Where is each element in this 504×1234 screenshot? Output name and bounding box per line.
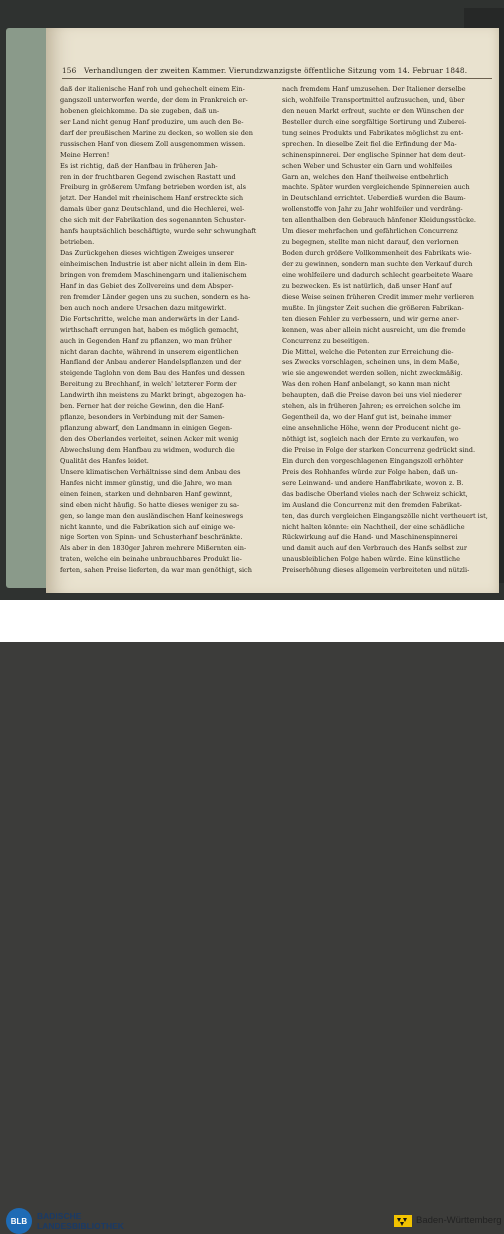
blb-logo-icon[interactable]: BLB <box>6 1208 32 1234</box>
header-rule <box>62 78 492 79</box>
text-line: einen feinen, starken und dehnbaren Hanf gewinnt, <box>60 489 233 498</box>
text-line: diese Weise seinen früheren Credit immer mehr verlieren <box>282 292 474 301</box>
text-line: der zu gewinnen, sondern man suchte den Verkauf durch <box>282 260 473 268</box>
text-line: nicht halten könnte: ein Nachtheil, der eine schädliche <box>282 522 465 531</box>
text-line: ten allenthalben den Gebrauch hänfener Kleidungsstücke. <box>282 216 476 225</box>
text-line: unausbleiblichen Folge haben würde. Eine künstliche <box>282 555 461 564</box>
text-line: ten, das durch vergleichen Eingangszölle nicht vertheuert ist, <box>282 511 488 520</box>
text-line: nicht daran dachte, während in unserem eigentlichen <box>60 347 239 356</box>
text-line: Abwechslung dem Hanfbau zu widmen, wodurch die <box>60 445 235 454</box>
text-line: eine ansehnliche Höhe, wenn der Producent nicht ge- <box>282 424 461 433</box>
text-line: den neuen Markt erfreut, suchte er den Wünschen der <box>282 106 464 115</box>
text-line: Rückwirkung auf die Hand- und Maschinenspinnerei <box>282 533 458 542</box>
bw-crest-icon <box>394 1213 412 1229</box>
text-line: in Deutschland errichtet. Ueberdieß wurden die Baum- <box>282 194 466 203</box>
text-line: machte. Später wurden vergleichende Spinnereien auch <box>282 183 470 192</box>
text-line: jetzt. Der Handel mit rheinischem Hanf erstreckte sich <box>60 194 244 203</box>
text-line: Hanf in das Gebiet des Zollvereins und dem Absper- <box>60 281 234 290</box>
text-line: Als aber in den 1830ger Jahren mehrere Mißernten ein- <box>60 544 247 553</box>
text-line: Qualität des Hanfes leidet. <box>60 456 149 465</box>
bw-label[interactable]: Baden-Württemberg <box>416 1215 502 1226</box>
text-line: kennen, was aber allein nicht ausreicht, um die fremde <box>282 325 466 334</box>
text-line: stehen, als in früheren Jahren; es erreichen solche im <box>282 402 461 411</box>
text-line: betrieben. <box>60 238 95 247</box>
text-line: ren in der fruchtbaren Gegend zwischen Rastatt und <box>60 172 236 181</box>
text-line: Hanfland der Anbau anderer Handelspflanzen und der <box>60 358 242 367</box>
text-line: Garn an, welches den Hanf theilweise entbehrlich <box>282 172 449 181</box>
text-line: gangszoll unterworfen werde, der dem in Frankreich er- <box>60 95 248 104</box>
left-text-column <box>60 84 268 576</box>
text-line: damals über ganz Deutschland, und die Hechlerei, wel- <box>60 205 245 214</box>
text-line: Freiburg in größerem Umfang betrieben worden ist, als <box>60 183 246 192</box>
text-line: Die Fortschritte, welche man anderwärts in der Land- <box>60 314 240 323</box>
text-line: ses Zwecks vorschlagen, scheinen uns, in dem Maße, <box>282 358 460 367</box>
text-line: wollenstoffe von Jahr zu Jahr wohlfeiler und verdräng- <box>282 205 463 214</box>
text-line: wie sie angewendet werden sollen, nicht zweckmäßig. <box>282 369 463 378</box>
blb-line-2: LANDESBIBLIOTHEK <box>37 1221 124 1231</box>
text-line: ben auch noch andere Ursachen dazu mitgewirkt. <box>60 303 227 312</box>
text-line: Hanfes nicht immer günstig, und die Jahre, wo man <box>60 478 232 487</box>
text-line: ren fremder Länder gegen uns zu suchen, sondern es ha- <box>60 292 251 301</box>
text-line: hobenen gleichkomme. Da sie zugeben, daß un- <box>60 106 220 115</box>
text-line: ser Land nicht genug Hanf produzire, um auch den Be- <box>60 117 244 126</box>
text-line: Besteller durch eine sorgfältige Sortirung und Zuberei- <box>282 117 467 126</box>
text-line: Bereitung zu Brechhanf, in welch' letzterer Form der <box>60 380 237 389</box>
text-line: hanfs hauptsächlich beschäftigte, wurde sehr schwunghaft <box>60 227 257 236</box>
footer-bar <box>0 600 504 1231</box>
text-line: Preis des Rohhanfes würde zur Folge haben, daß un- <box>282 467 458 476</box>
text-line: bringen von fremdem Maschinengarn und italienischem <box>60 270 247 279</box>
text-line: Landwirth ihn meistens zu Markt bringt, abgezogen ha- <box>60 391 246 400</box>
text-line: gen, so lange man den ausländischen Hanf keineswegs <box>60 511 244 520</box>
text-line: Es ist richtig, daß der Hanfbau in früheren Jah- <box>60 161 218 170</box>
text-line: russischen Hanf von diesem Zoll ausgenommen wissen. <box>60 139 246 148</box>
text-line: sprechen. In dieselbe Zeit fiel die Erfindung der Ma- <box>282 139 457 148</box>
book-page <box>46 28 499 593</box>
header-title: Verhandlungen der zweiten Kammer. Vierundzwanzigste öffentliche Sitzung vom 14. Februar 1848. <box>84 66 468 75</box>
text-line: steigende Taglohn von dem Bau des Hanfes und dessen <box>60 369 245 378</box>
text-line: im Ausland die Concurrenz mit den fremden Fabrikat- <box>282 500 462 509</box>
text-line: che sich mit der Fabrikation des sogenannten Schuster- <box>60 216 246 225</box>
text-line: nach fremdem Hanf umzusehen. Der Italiener derselbe <box>282 85 466 93</box>
text-line: Concurrenz zu beseitigen. <box>282 336 370 345</box>
text-line: und damit auch auf den Verbrauch des Hanfs selbst zur <box>282 544 468 553</box>
binding-band <box>6 28 46 588</box>
right-text-column <box>282 84 490 576</box>
text-line: Meine Herren! <box>60 150 110 159</box>
text-line: Unsere klimatischen Verhältnisse sind dem Anbau des <box>60 467 241 476</box>
text-line: nige Sorten von Spinn- und Schusterhanf beschränkte. <box>60 533 243 542</box>
text-line: daß der italienische Hanf roh und gehechelt einem Ein- <box>60 85 245 93</box>
text-line: pflanze, besonders in Verbindung mit der Samen- <box>60 413 225 422</box>
text-line: traten, welche ein beinahe unbrauchbares Produkt lie- <box>60 555 242 564</box>
text-line: einheimischen Industrie ist aber nicht allein in dem Ein- <box>60 260 248 268</box>
text-line: Die Mittel, welche die Petenten zur Erreichung die- <box>282 347 454 356</box>
text-line: schinenspinnerei. Der englische Spinner hat dem deut- <box>282 150 466 159</box>
text-line: wirthschaft errungen hat, haben es möglich gemacht, <box>60 325 239 334</box>
text-line: Was den rohen Hanf anbelangt, so kann man nicht <box>282 380 451 389</box>
text-line: sind eben nicht häufig. So hatte dieses weniger zu sa- <box>60 500 240 509</box>
text-line: sere Leinwand- und andere Hanffabrikate, wovon z. B. <box>282 478 464 487</box>
text-line: ten diesen Fehler zu verbessern, und wir gerne aner- <box>282 314 459 323</box>
text-line: nicht kannte, und die Fabrikation sich auf einige we- <box>60 522 236 531</box>
text-line: Preiserhöhung dieses allgemein verbreiteten und nützli- <box>282 566 470 575</box>
text-line: behaupten, daß die Preise davon bei uns viel niederer <box>282 391 462 400</box>
text-line: schen Weber und Schuster ein Garn und wohlfeiles <box>282 161 453 170</box>
text-line: darf der preußischen Marine zu decken, so wollen sie den <box>60 128 253 137</box>
text-line: eine wohlfeilere und dadurch schlecht gearbeitete Waare <box>282 270 473 279</box>
page-number: 156 <box>62 66 77 75</box>
blb-line-1: BADISCHE <box>37 1211 82 1221</box>
text-line: nöthigt ist, sogleich nach der Ernte zu verkaufen, wo <box>282 435 459 443</box>
text-line: auch in Gegenden Hanf zu pflanzen, wo man früher <box>60 336 232 345</box>
text-line: ben. Ferner hat der reiche Gewinn, den die Hanf- <box>60 402 225 411</box>
text-line: zu bezwecken. Es ist natürlich, daß unser Hanf auf <box>282 281 452 290</box>
blb-name[interactable] <box>37 1211 124 1231</box>
text-line: zu begegnen, stellte man nicht darauf, den verlornen <box>282 238 459 247</box>
text-line: Ein durch den vorgeschlagenen Eingangszoll erhöhter <box>282 456 464 465</box>
text-line: mußte. In jüngster Zeit suchen die größeren Fabrikan- <box>282 303 464 312</box>
text-line: den des Oberlandes verleitet, seinen Acker mit wenig <box>60 435 239 443</box>
text-line: Gegentheil da, wo der Hanf gut ist, beinahe immer <box>282 413 452 422</box>
text-line: Boden durch größere Vollkommenheit des Fabrikats wie- <box>282 249 472 258</box>
text-line: Das Zurückgehen dieses wichtigen Zweiges unserer <box>60 249 234 258</box>
text-line: tung seines Produkts und Fabrikates möglichst zu ent- <box>282 128 464 137</box>
text-line: Um dieser mehrfachen und gefährlichen Concurrenz <box>282 227 458 236</box>
text-line: pflanzung abwarf, den Landmann in einigen Gegen- <box>60 424 233 433</box>
text-line: ferten, sahen Preise lieferten, da war man genöthigt, sich <box>60 566 252 575</box>
text-line: die Preise in Folge der starken Concurrenz gedrückt sind. <box>282 445 476 454</box>
text-line: sich, wohlfeile Transportmittel aufzusuchen, und, über <box>282 95 465 104</box>
text-line: das badische Oberland vieles nach der Schweiz schickt, <box>282 489 468 498</box>
